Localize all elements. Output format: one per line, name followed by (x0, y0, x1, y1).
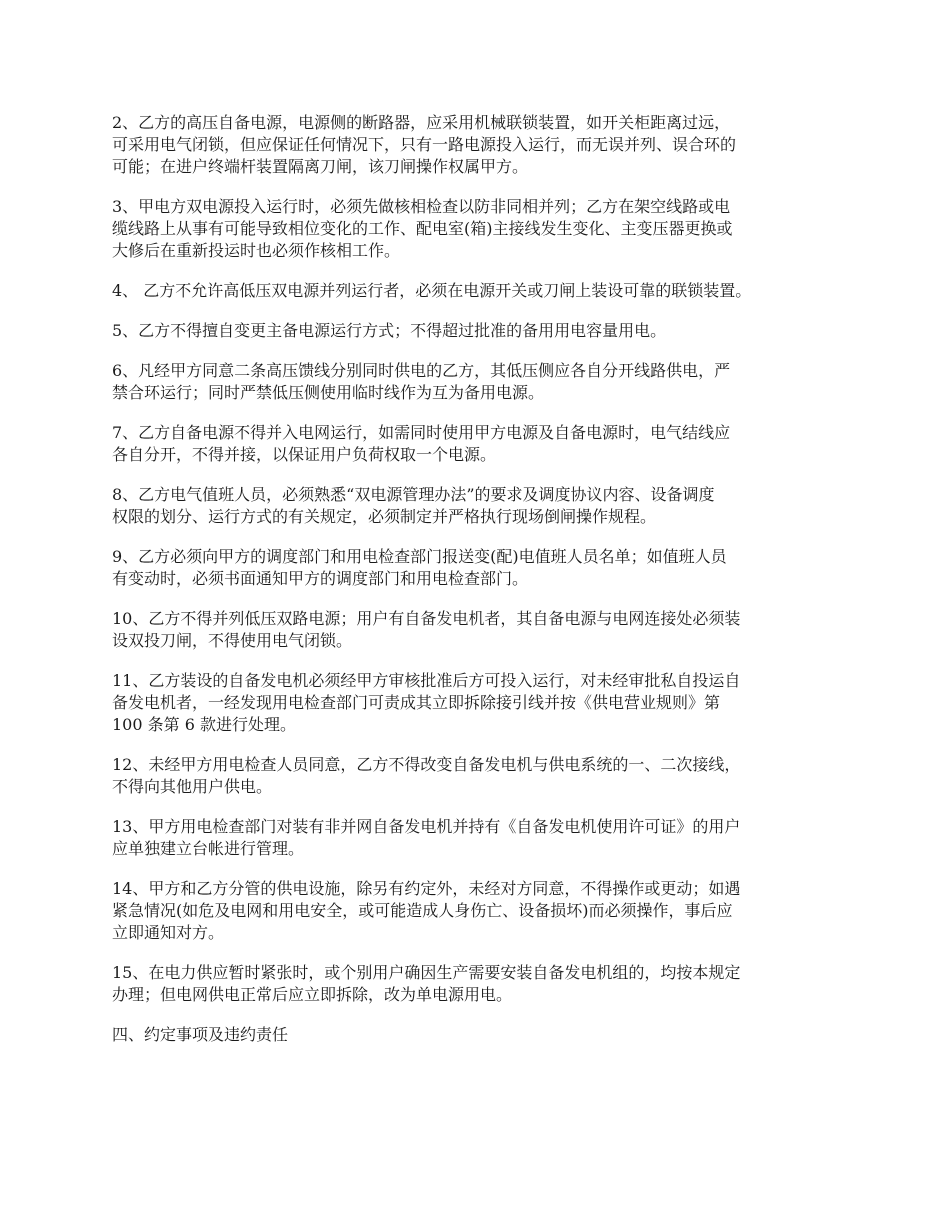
clause-13: 13、甲方用电检查部门对装有非并网自备发电机并持有《自备发电机使用许可证》的用户 应单独建立台帐进行管理。 (112, 817, 741, 858)
clause-3: 3、甲电方双电源投入运行时，必须先做核相检查以防非同相并列；乙方在架空线路或电 缆线路上从事有可能导致相位变化的工作、配电室(箱)主接线发生变化、主变压器更换或 大修后在重新投运时也必须作核相工作。 (112, 197, 733, 260)
clause-4: 4、 乙方不允许高低压双电源并列运行者，必须在电源开关或刀闸上装设可靠的联锁装置。 (112, 281, 752, 300)
clause-11: 11、乙方装设的自备发电机必须经甲方审核批准后方可投入运行，对未经审批私自投运自 备发电机者，一经发现用电检查部门可责成其立即拆除接引线并按《供电营业规则》第 100 条第 6 款进行处理。 (112, 671, 741, 734)
clause-12: 12、未经甲方用电检查人员同意，乙方不得改变自备发电机与供电系统的一、二次接线， 不得向其他用户供电。 (112, 755, 741, 796)
clause-10: 10、乙方不得并列低压双路电源；用户有自备发电机者，其自备电源与电网连接处必须装 设双投刀闸，不得使用电气闭锁。 (112, 609, 741, 650)
clause-7: 7、乙方自备电源不得并入电网运行，如需同时使用甲方电源及自备电源时，电气结线应 各自分开，不得并接，以保证用户负荷权取一个电源。 (112, 423, 731, 464)
clause-9: 9、乙方必须向甲方的调度部门和用电检查部门报送变(配)电值班人员名单；如值班人员 有变动时，必须书面通知甲方的调度部门和用电检查部门。 (112, 547, 727, 588)
clause-14: 14、甲方和乙方分管的供电设施，除另有约定外，未经对方同意，不得操作或更动；如遇 紧急情况(如危及电网和用电安全，或可能造成人身伤亡、设备损坏)而必须操作，事后应 立即通知对方。 (112, 879, 741, 942)
clause-15: 15、在电力供应暂时紧张时，或个别用户确因生产需要安装自备发电机组的，均按本规定 办理；但电网供电正常后应立即拆除，改为单电源用电。 (112, 963, 741, 1004)
clause-5: 5、乙方不得擅自变更主备电源运行方式；不得超过批准的备用用电容量用电。 (112, 321, 667, 340)
clause-2: 2、乙方的高压自备电源，电源侧的断路器，应采用机械联锁装置，如开关柜距离过远， 可采用电气闭锁，但应保证任何情况下，只有一路电源投入运行，而无误并列、误合环的 可能；在进户终端杆装置隔离刀闸，该刀闸操作权属甲方。 (112, 113, 737, 176)
document-page (112, 112, 852, 1064)
clause-6: 6、凡经甲方同意二条高压馈线分别同时供电的乙方，其低压侧应各自分开线路供电，严 禁合环运行；同时严禁低压侧使用临时线作为互为备用电源。 (112, 361, 731, 402)
section-heading: 四、约定事项及违约责任 (112, 1025, 289, 1044)
clause-8: 8、乙方电气值班人员，必须熟悉“双电源管理办法”的要求及调度协议内容、设备调度 权限的划分、运行方式的有关规定，必须制定并严格执行现场倒闸操作规程。 (112, 485, 715, 526)
